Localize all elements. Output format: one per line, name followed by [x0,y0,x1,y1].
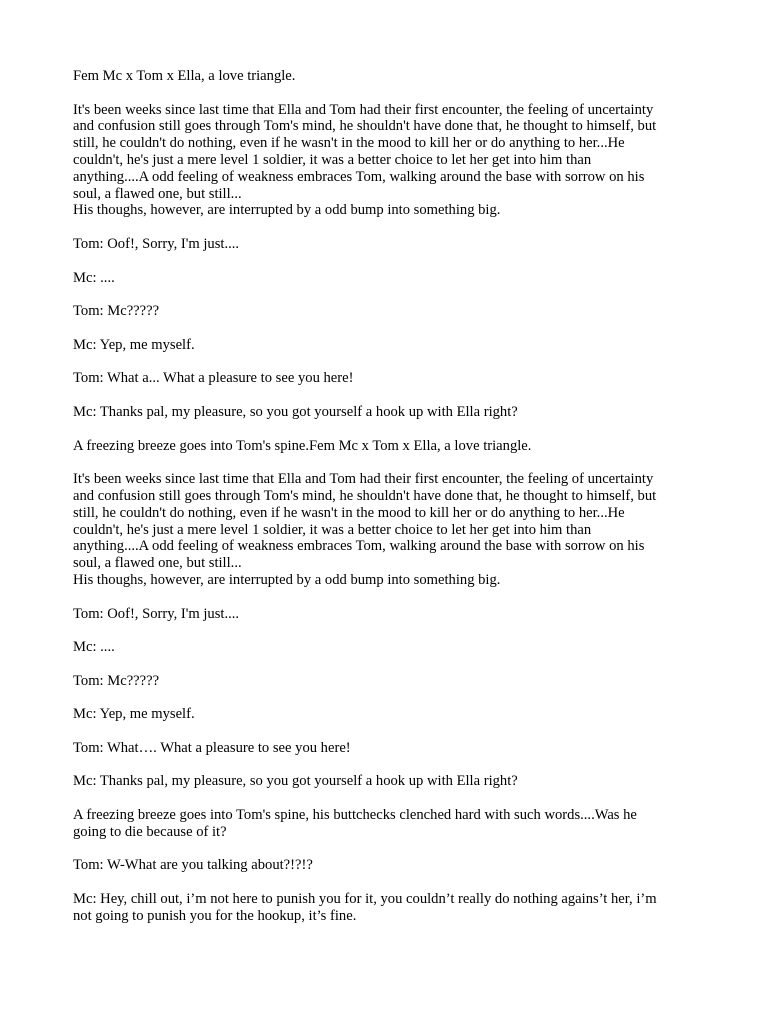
text-line: Mc: .... [73,269,115,286]
text-line: anything....A odd feeling of weakness embraces Tom, walking around the base with sorrow on his [73,538,645,555]
paragraph [73,706,698,723]
paragraph [73,68,698,85]
text-line: and confusion still goes through Tom's mind, he shouldn't have done that, he thought to himself, but [73,118,657,135]
text-line: anything....A odd feeling of weakness embraces Tom, walking around the base with sorrow on his [73,168,645,185]
text-line: still, he couldn't do nothing, even if he wasn't in the mood to kill her or do anything to her...He [73,135,625,152]
paragraph [73,891,698,925]
paragraph [73,673,698,690]
document-body [73,68,698,941]
text-line: couldn't, he's just a mere level 1 soldier, it was a better choice to let her get into him than [73,151,592,168]
paragraph [73,807,698,841]
text-line: Mc: .... [73,639,115,656]
paragraph [73,606,698,623]
text-line: couldn't, he's just a mere level 1 soldier, it was a better choice to let her get into him than [73,521,592,538]
paragraph [73,471,698,589]
paragraph [73,303,698,320]
paragraph [73,404,698,421]
paragraph [73,639,698,656]
text-line: Fem Mc x Tom x Ella, a love triangle. [73,68,296,84]
paragraph [73,236,698,253]
text-line: Mc: Yep, me myself. [73,336,195,353]
text-line: His thoughs, however, are interrupted by a odd bump into something big. [73,571,501,588]
paragraph [73,740,698,757]
text-line: A freezing breeze goes into Tom's spine, his buttchecks clenched hard with such words....Was he [73,807,637,824]
text-line: Tom: What…. What a pleasure to see you here! [73,739,351,756]
paragraph [73,270,698,287]
text-line: Tom: What a... What a pleasure to see you here! [73,370,354,387]
text-line: Tom: Mc????? [73,672,160,689]
text-line: Mc: Yep, me myself. [73,706,195,723]
text-line: still, he couldn't do nothing, even if he wasn't in the mood to kill her or do anything to her...He [73,504,625,521]
paragraph [73,102,698,220]
text-line: Tom: Mc????? [73,303,160,320]
paragraph [73,370,698,387]
text-line: and confusion still goes through Tom's mind, he shouldn't have done that, he thought to himself, but [73,487,657,504]
text-line: A freezing breeze goes into Tom's spine.Fem Mc x Tom x Ella, a love triangle. [73,437,532,454]
text-line: Tom: W-What are you talking about?!?!? [73,857,313,874]
text-line: soul, a flawed one, but still... [73,555,242,572]
text-line: not going to punish you for the hookup, it’s fine. [73,907,357,924]
paragraph [73,438,698,455]
text-line: Mc: Thanks pal, my pleasure, so you got yourself a hook up with Ella right? [73,773,518,790]
text-line: Mc: Hey, chill out, i’m not here to punish you for it, you couldn’t really do nothing agains’t her, i’m [73,891,657,908]
paragraph [73,773,698,790]
text-line: Tom: Oof!, Sorry, I'm just.... [73,605,240,622]
text-line: going to die because of it? [73,823,227,840]
text-line: It's been weeks since last time that Ella and Tom had their first encounter, the feeling of uncertainty [73,101,654,118]
paragraph [73,337,698,354]
text-line: Tom: Oof!, Sorry, I'm just.... [73,235,240,252]
paragraph [73,857,698,874]
text-line: His thoughs, however, are interrupted by a odd bump into something big. [73,202,501,219]
text-line: Mc: Thanks pal, my pleasure, so you got yourself a hook up with Ella right? [73,403,518,420]
text-line: It's been weeks since last time that Ella and Tom had their first encounter, the feeling of uncertainty [73,471,654,488]
text-line: soul, a flawed one, but still... [73,185,242,202]
